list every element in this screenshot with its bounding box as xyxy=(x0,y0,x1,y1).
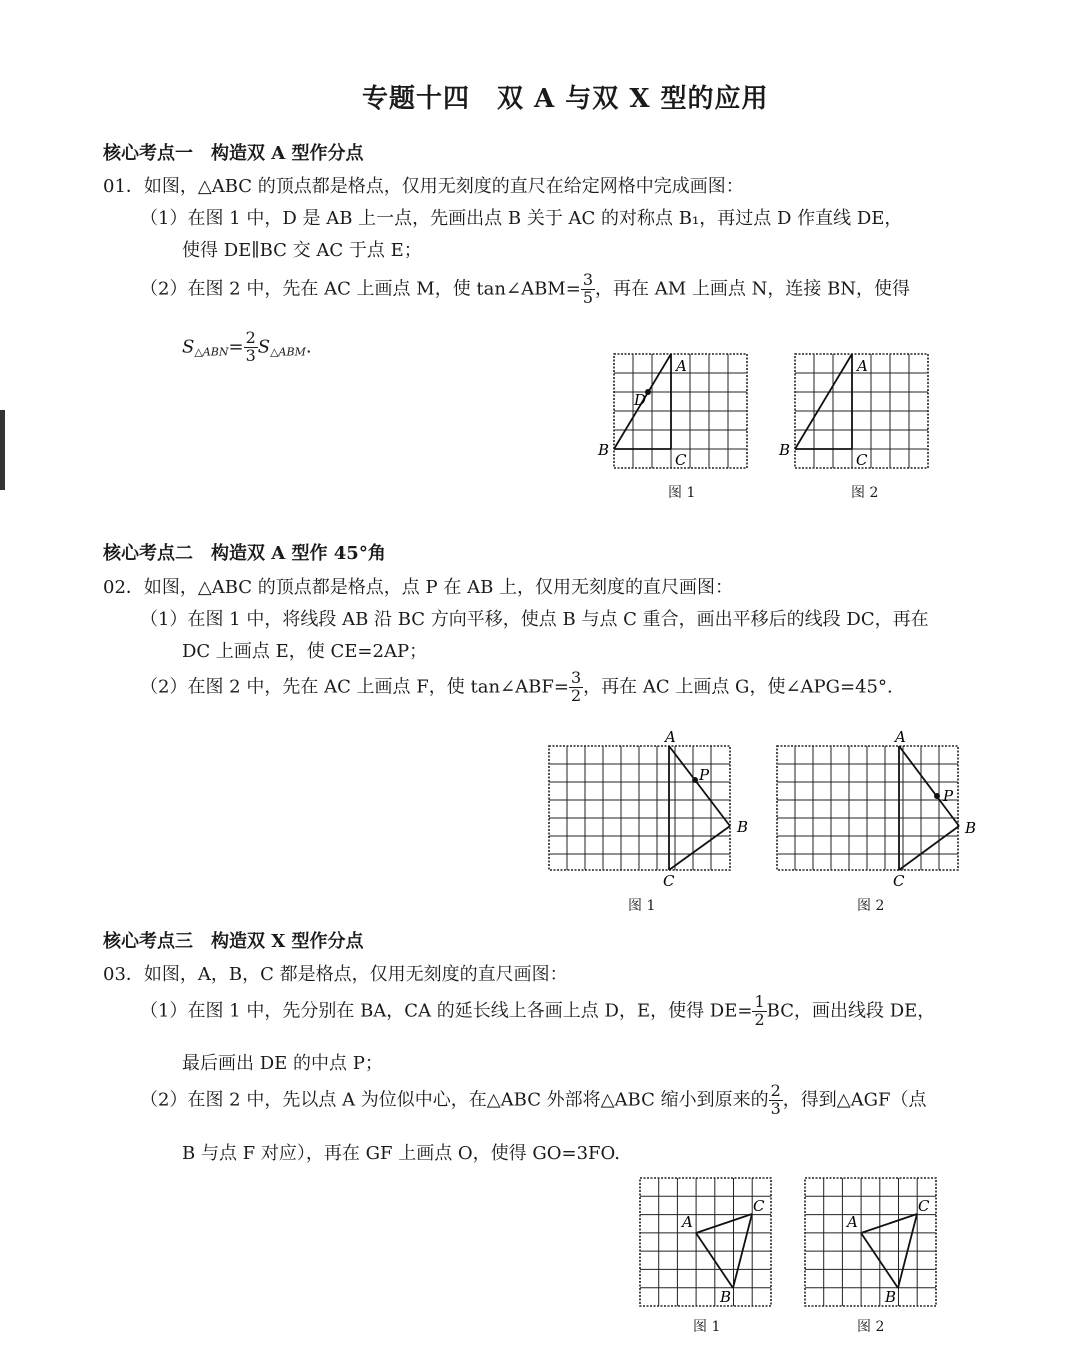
fraction-numerator: 2 xyxy=(245,328,256,347)
q3-part1-pre: （1）在图 1 中，先分别在 BA，CA 的延长线上各画上点 D，E，使得 DE= xyxy=(140,1000,753,1022)
q1-part1-line2: 使得 DE∥BC 交 AC 于点 E； xyxy=(182,240,422,261)
segment-AB xyxy=(669,746,730,826)
label-B: B xyxy=(779,441,791,459)
q3-fig1-caption: 图 1 xyxy=(693,1319,721,1335)
q3-figure-1 xyxy=(640,1178,774,1308)
q1-part2-post: ，再在 AM 上画点 N，连接 BN，使得 xyxy=(595,278,911,300)
fraction-denominator: 3 xyxy=(770,1098,781,1118)
fraction-numerator: 3 xyxy=(570,668,582,687)
area-fraction xyxy=(244,330,258,365)
fraction-denominator: 5 xyxy=(582,287,594,307)
q1-intro: 01．如图，△ABC 的顶点都是格点，仅用无刻度的直尺在给定网格中完成画图： xyxy=(103,176,744,197)
q2-part2-pre: （2）在图 2 中，先在 AC 上画点 F，使 tan∠ABF= xyxy=(140,676,569,698)
q2-part2 xyxy=(140,670,893,705)
q3-part1-line2: 最后画出 DE 的中点 P； xyxy=(182,1053,383,1074)
grid-border xyxy=(640,1178,771,1306)
label-P: P xyxy=(699,766,710,784)
grid-lines xyxy=(640,1178,771,1306)
q3-part1-post: BC，画出线段 DE， xyxy=(766,1000,936,1022)
label-A: A xyxy=(682,1213,693,1231)
q2-part1-line2: DC 上画点 E，使 CE=2AP； xyxy=(182,641,428,662)
q2-fig2-caption: 图 2 xyxy=(857,898,885,914)
area-sub2: △ABM xyxy=(270,345,306,359)
q3-figure-2 xyxy=(805,1178,939,1308)
section-2-heading: 核心考点二 构造双 A 型作 45°角 xyxy=(103,543,386,564)
label-A: A xyxy=(857,357,868,375)
fraction-numerator: 3 xyxy=(582,270,594,289)
area-s2: S xyxy=(257,336,271,358)
scan-edge-mark xyxy=(0,410,5,490)
q2-part2-post: ，再在 AC 上画点 G，使∠APG=45°. xyxy=(583,676,893,698)
label-C: C xyxy=(893,872,905,890)
q1-fig2-caption: 图 2 xyxy=(851,485,879,501)
q2-part2-fraction xyxy=(569,670,583,705)
segment-AC xyxy=(861,1214,917,1233)
period: . xyxy=(305,336,312,358)
label-A: A xyxy=(665,728,676,746)
fraction-numerator: 2 xyxy=(770,1081,781,1100)
label-C: C xyxy=(675,451,687,469)
fraction-denominator: 3 xyxy=(245,345,256,365)
label-C: C xyxy=(918,1197,930,1215)
q2-part1-line1: （1）在图 1 中，将线段 AB 沿 BC 方向平移，使点 B 与点 C 重合，画出平移后的线段 DC，再在 xyxy=(140,609,929,630)
q3-intro: 03．如图，A，B，C 都是格点，仅用无刻度的直尺画图： xyxy=(103,964,568,985)
label-B: B xyxy=(720,1288,732,1306)
q3-part2-fraction xyxy=(769,1083,783,1118)
segment-BC xyxy=(669,826,730,870)
q3-part2-post: ，得到△AGF（点 xyxy=(782,1089,927,1111)
equals-sign: = xyxy=(228,336,244,358)
area-s1: S xyxy=(182,336,195,358)
point-P xyxy=(934,793,940,799)
grid-lines xyxy=(549,746,730,870)
label-B: B xyxy=(885,1288,897,1306)
segment-BC xyxy=(899,826,959,870)
q1-part1-line1: （1）在图 1 中，D 是 AB 上一点，先画出点 B 关于 AC 的对称点 B₁，再过点 D 作直线 DE， xyxy=(140,208,903,229)
label-B: B xyxy=(737,818,749,836)
q3-part2-line2: B 与点 F 对应），再在 GF 上画点 O，使得 GO=3FO. xyxy=(182,1143,620,1164)
section-3-heading: 核心考点三 构造双 X 型作分点 xyxy=(103,931,364,952)
q1-figure-1 xyxy=(598,354,749,470)
fraction-denominator: 2 xyxy=(754,1009,765,1029)
q1-part2-area-relation xyxy=(182,330,312,365)
segment-AC xyxy=(696,1214,752,1233)
point-P xyxy=(692,777,698,783)
grid-lines xyxy=(777,746,958,870)
label-D: D xyxy=(634,391,647,409)
label-A: A xyxy=(847,1213,858,1231)
label-C: C xyxy=(753,1197,765,1215)
label-C: C xyxy=(663,872,675,890)
grid-border xyxy=(805,1178,936,1306)
q3-part1-fraction xyxy=(752,994,766,1029)
q2-intro: 02．如图，△ABC 的顶点都是格点，点 P 在 AB 上，仅用无刻度的直尺画图： xyxy=(103,577,734,598)
q3-fig2-caption: 图 2 xyxy=(857,1319,885,1335)
q3-part2-pre: （2）在图 2 中，先以点 A 为位似中心，在△ABC 外部将△ABC 缩小到原来的 xyxy=(140,1089,769,1111)
q1-part2-pre: （2）在图 2 中，先在 AC 上画点 M，使 tan∠ABM= xyxy=(140,278,581,300)
area-sub1: △ABN xyxy=(194,345,229,359)
q3-part1 xyxy=(140,994,935,1029)
page-title: 专题十四 双 A 与双 X 型的应用 xyxy=(362,84,769,114)
label-C: C xyxy=(856,451,868,469)
fraction-denominator: 2 xyxy=(570,685,582,705)
q3-part2 xyxy=(140,1083,927,1118)
q1-part2 xyxy=(140,272,910,307)
q1-part2-fraction xyxy=(581,272,595,307)
section-1-heading: 核心考点一 构造双 A 型作分点 xyxy=(103,143,364,164)
label-P: P xyxy=(943,787,954,805)
q2-fig1-caption: 图 1 xyxy=(628,898,656,914)
q2-figure-1 xyxy=(549,728,749,890)
label-B: B xyxy=(965,819,977,837)
q2-figure-2 xyxy=(777,728,977,890)
segment-AB xyxy=(795,354,852,449)
label-A: A xyxy=(895,728,906,746)
q1-figure-2 xyxy=(779,354,930,470)
label-A: A xyxy=(676,357,687,375)
q1-fig1-caption: 图 1 xyxy=(668,485,696,501)
segment-AB xyxy=(899,746,959,826)
label-B: B xyxy=(598,441,610,459)
fraction-numerator: 1 xyxy=(754,992,765,1011)
grid-lines xyxy=(805,1178,936,1306)
